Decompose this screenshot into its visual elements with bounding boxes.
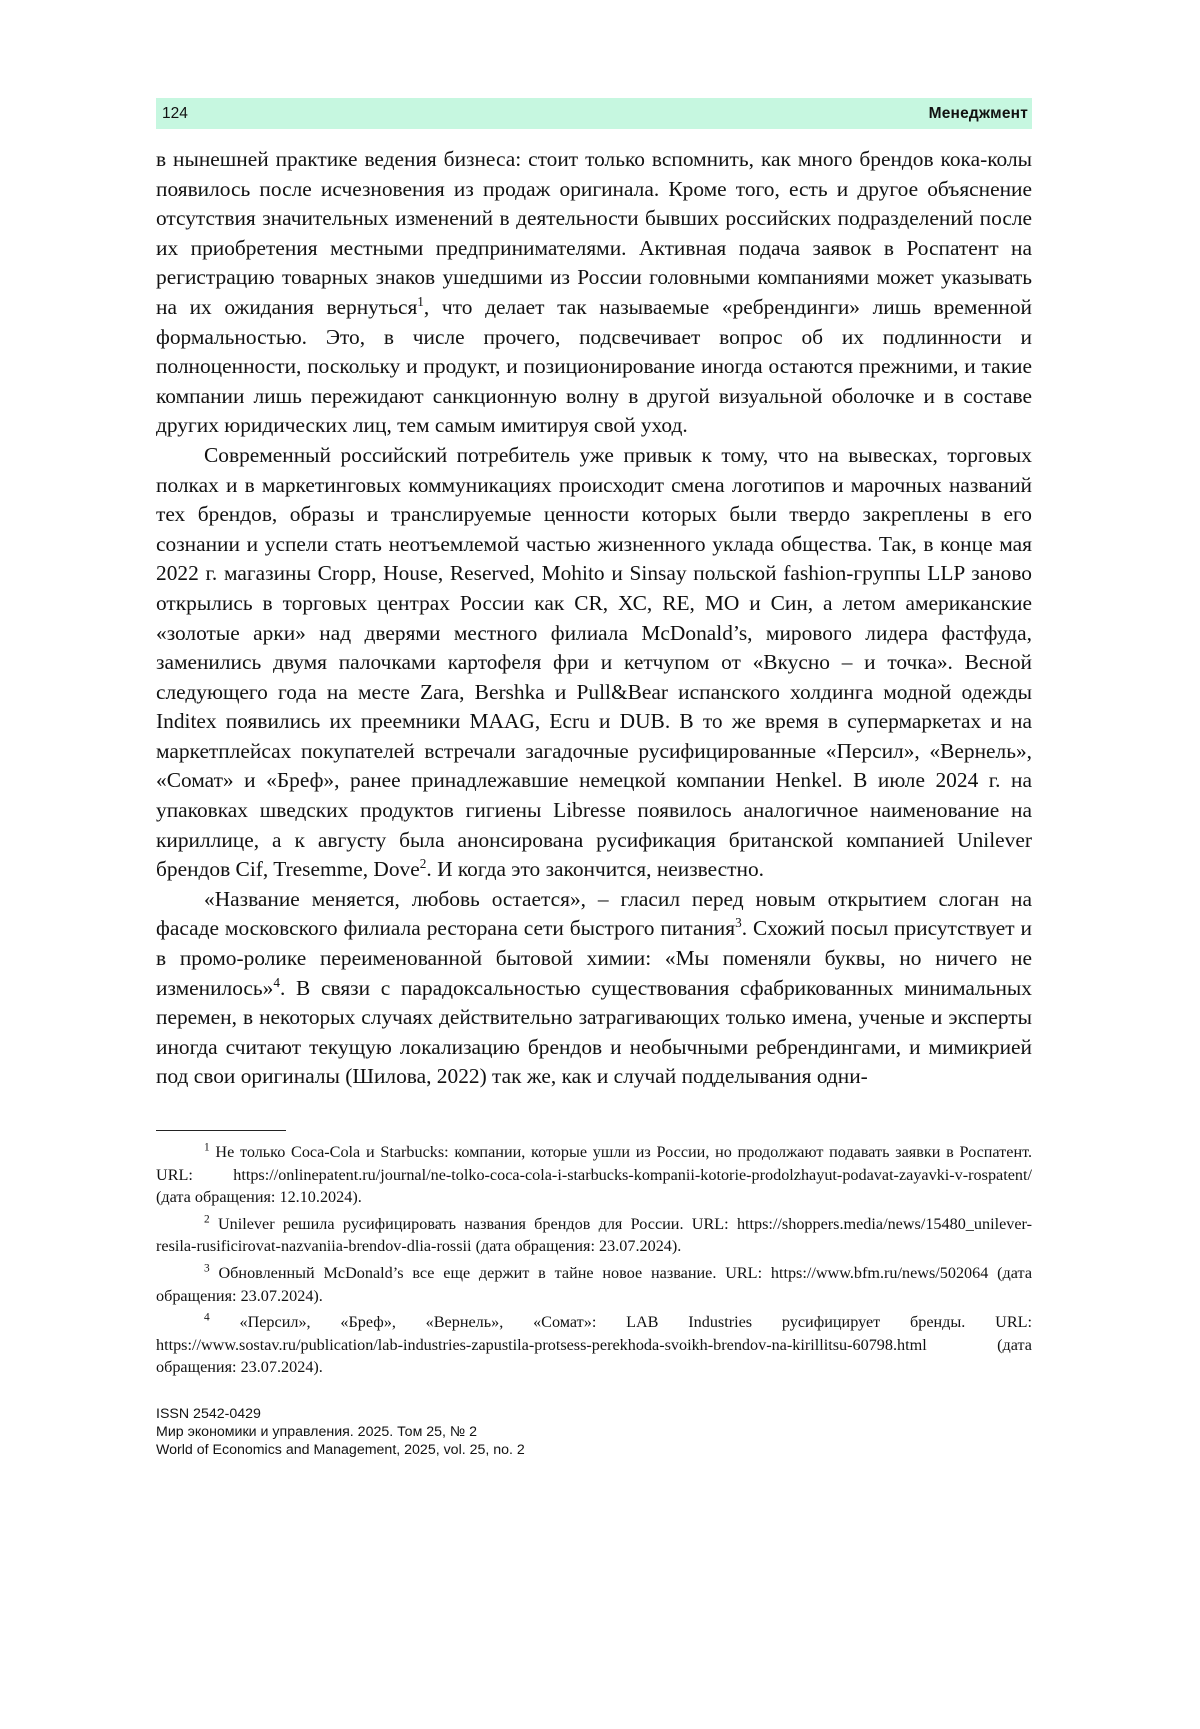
paragraph-3 [156,885,1032,1092]
footnote-ref-1[interactable]: 1 [417,293,424,309]
paragraph-2-text-a: Современный российский потребитель уже привык к тому, что на вывесках, торговых полках и в маркетинговых коммуникациях происходит смена логотипов и марочных названий тех брендов, образы и транслируемые ценности которых были твердо закреплены в его сознании и успели стать неотъемлемой частью жизненного уклада общества. Так, в конце мая 2022 г. магазины Cropp, House, Reserved, Mohito и Sinsay польской fashion-группы LLP заново открылись в торговых центрах России как CR, ХС, RE, МО и Син, а летом американские «золотые арки» над дверями местного филиала McDonald’s, мирового лидера фастфуда, заменились двумя палочками картофеля фри и кетчупом от «Вкусно – и точка». Весной следующего года на месте Zara, Bershka и Pull&Bear испанского холдинга модной одежды Inditex появились их преемники MAAG, Ecru и DUB. В то же время в супермаркетах и на маркетплейсах покупателей встречали загадочные русифицированные «Персил», «Вернель», «Сомат» и «Бреф», ранее принадлежавшие немецкой компании Henkel. В июле 2024 г. на упаковках шведских продуктов гигиены Libresse появилось аналогичное наименование на кириллице, а к августу была анонсирована русификация британской компанией Unilever брендов Cif, Tresemme, Dove [156,442,1032,882]
section-title: Менеджмент [928,104,1028,122]
page-number: 124 [162,104,188,122]
page [156,98,1032,1459]
running-header [156,98,1032,129]
paragraph-2-text-b: . И когда это закончится, неизвестно. [426,857,764,882]
paragraph-2 [156,441,1032,885]
journal-title-ru: Мир экономики и управления. 2025. Том 25, № 2 [156,1423,477,1440]
footnote-4-number: 4 [204,1311,210,1324]
footnote-divider [156,1130,286,1131]
footnote-1-text: Не только Coca-Cola и Starbucks: компании, которые ушли из России, но продолжают подавать заявки в Роспатент. URL: https://onlinepatent.ru/journal/ne-tolko-coca-cola-i-starbucks-kompanii-kotorie-prodolzhayut-podavat-zayavki-v-rospatent/ (дата обращения: 12.10.2024). [156,1143,1033,1207]
journal-info [156,1405,1032,1459]
paragraph-3-text-c: . В связи с парадоксальностью существования сфабрикованных минимальных перемен, в некоторых случаях действительно затрагивающих только имена, ученые и эксперты иногда считают текущую локализацию брендов и необычными ребрендингами, и мимикрией под свои оригиналы (Шилова, 2022) так же, как и случай подделывания одни- [156,975,1032,1089]
paragraph-3-text-b: . Схожий посыл присутствует и в промо-ролике переименованной бытовой химии: «Мы поменяли буквы, но ничего не изменилось» [156,916,1032,1000]
paragraph-1-text-b: , что делает так называемые «ребрендинги» лишь временной формальностью. Это, в числе прочего, подсвечивает вопрос об их подлинности и полноценности, поскольку и продукт, и позиционирование иногда остаются прежними, и такие компании лишь пережидают санкционную волну в другой визуальной оболочке и в составе других юридических лиц, тем самым имитируя свой уход. [156,294,1032,438]
footnote-2-number: 2 [204,1213,210,1226]
footnote-4 [156,1311,1032,1379]
footnote-2 [156,1213,1032,1258]
paragraph-1 [156,145,1032,441]
footnote-3-text: Обновленный McDonald’s все еще держит в тайне новое название. URL: https://www.bfm.ru/news/502064 (дата обращения: 23.07.2024). [156,1263,1032,1305]
footnote-ref-4[interactable]: 4 [273,974,280,990]
body-text [156,145,1032,1092]
footnote-1 [156,1141,1032,1209]
footnote-3 [156,1262,1032,1307]
journal-issn: ISSN 2542-0429 [156,1405,261,1422]
footnote-2-text: Unilever решила русифицировать названия брендов для России. URL: https://shoppers.media/news/15480_unilever-resila-rusificirovat-nazvaniia-brendov-dlia-rossii (дата обращения: 23.07.2024). [156,1214,1032,1256]
footnote-3-number: 3 [204,1262,210,1275]
footnote-4-text: «Персил», «Бреф», «Вернель», «Сомат»: LAB Industries русифицирует бренды. URL: https://www.sostav.ru/publication/lab-industries-zapustila-protsess-perekhoda-svoikh-brendov-na-kirillitsu-60798.html (дата обращения: 23.07.2024). [156,1313,1032,1377]
footnote-ref-2[interactable]: 2 [419,856,427,872]
footnotes [156,1141,1032,1379]
footnote-ref-3[interactable]: 3 [735,915,742,931]
journal-title-en: World of Economics and Management, 2025, vol. 25, no. 2 [156,1441,525,1458]
paragraph-1-text-a: в нынешней практике ведения бизнеса: стоит только вспомнить, как много брендов кока-колы появилось после исчезновения из продаж оригинала. Кроме того, есть и другое объяснение отсутствия значительных изменений в деятельности бывших российских подразделений после их приобретения местными предпринимателями. Активная подача заявок в Роспатент на регистрацию товарных знаков ушедшими из России головными компаниями может указывать на их ожидания вернуться [156,147,1032,319]
paragraph-3-text-a: «Название меняется, любовь остается», – гласил перед новым открытием слоган на фасаде московского филиала ресторана сети быстрого питания [156,886,1032,941]
footnote-1-number: 1 [204,1141,210,1154]
